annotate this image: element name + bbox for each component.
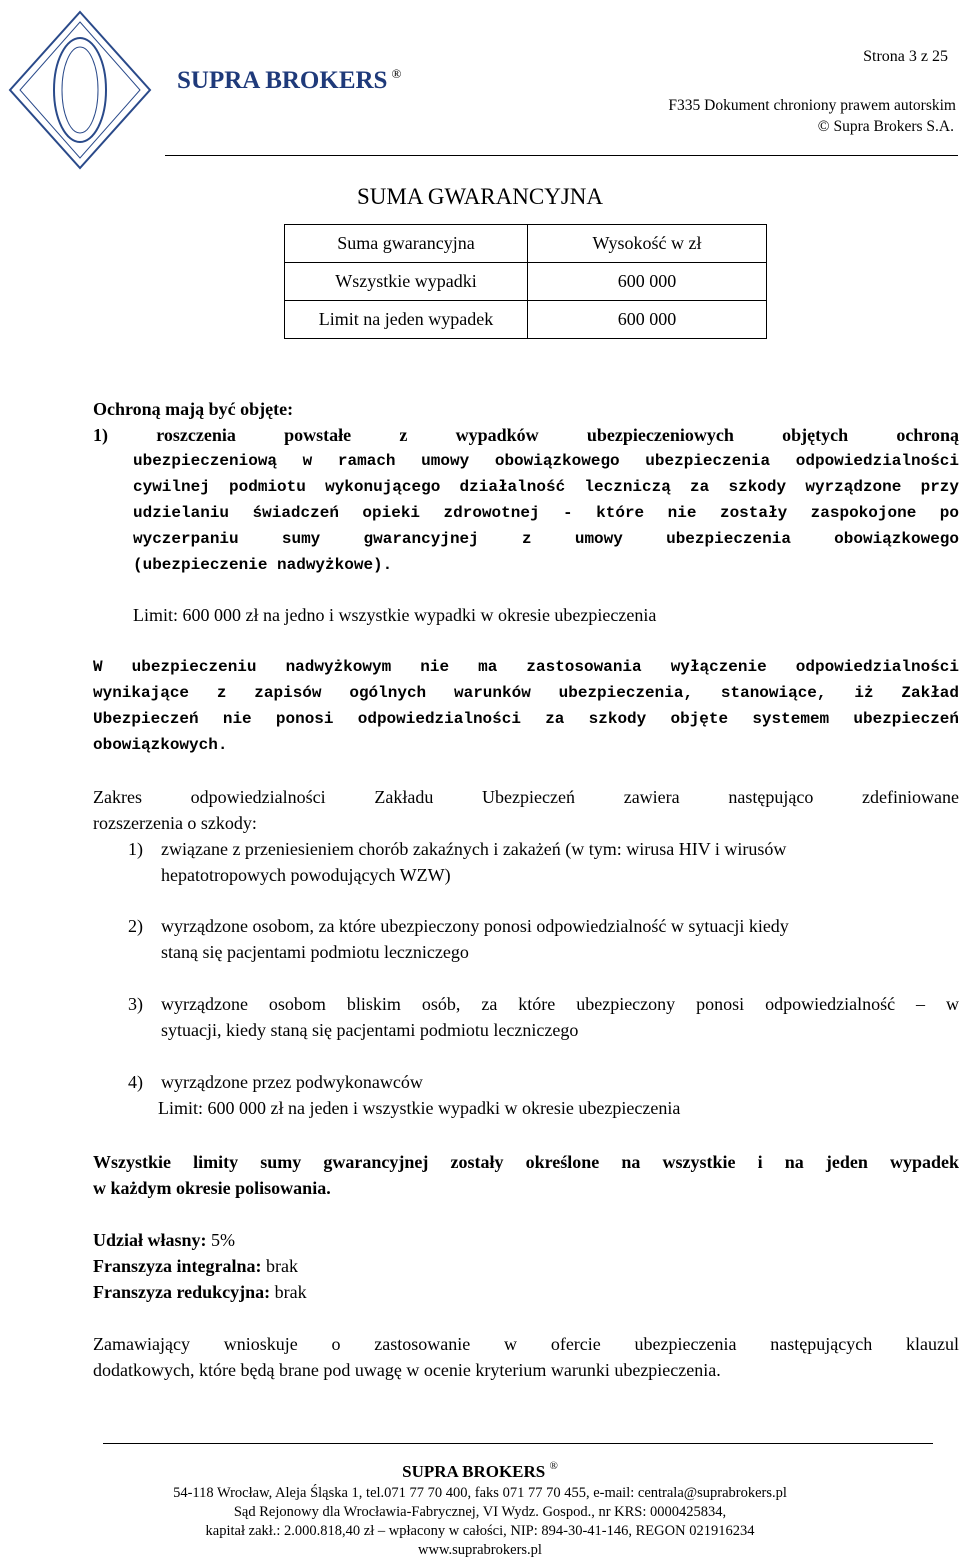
coverage-heading: Ochroną mają być objęte: xyxy=(93,399,294,419)
table-cell: Wszystkie wypadki xyxy=(285,263,528,301)
closing-paragraph-line: dodatkowych, które będą brane pod uwagę w ocenie kryterium warunki ubezpieczenia. xyxy=(93,1360,721,1380)
table-row xyxy=(285,263,767,301)
coverage-item-line: ubezpieczeniową w ramach umowy obowiązkowego ubezpieczenia odpowiedzialności xyxy=(133,452,959,470)
table-cell: 600 000 xyxy=(528,263,767,301)
coverage-item-line: udzielaniu świadczeń opieki zdrowotnej - które nie zostały zaspokojone po xyxy=(133,504,959,522)
scope-item-line: wyrządzone przez podwykonawców xyxy=(161,1072,423,1092)
table-row xyxy=(285,301,767,339)
scope-item-line: wyrządzone osobom bliskim osób, za które ubezpieczony ponosi odpowiedzialność – w xyxy=(161,994,959,1014)
scope-item-line: wyrządzone osobom, za które ubezpieczony ponosi odpowiedzialność w sytuacji kiedy xyxy=(161,916,789,936)
sum-insured-table xyxy=(284,224,767,339)
excess-paragraph-line: W ubezpieczeniu nadwyżkowym nie ma zastosowania wyłączenie odpowiedzialności xyxy=(93,658,959,676)
copyright-notice: F335 Dokument chroniony prawem autorskim xyxy=(668,97,956,114)
supra-brokers-logo xyxy=(0,0,200,180)
all-limits-line: w każdym okresie polisowania. xyxy=(93,1178,331,1198)
section-title: SUMA GWARANCYJNA xyxy=(356,184,603,209)
coverage-item-line: wyczerpaniu sumy gwarancyjnej z umowy ubezpieczenia obowiązkowego xyxy=(133,530,959,548)
scope-item-number: 2) xyxy=(128,916,143,936)
scope-item-line: Limit: 600 000 zł na jeden i wszystkie wypadki w okresie ubezpieczenia xyxy=(158,1098,681,1118)
table-header-cell: Wysokość w zł xyxy=(528,225,767,263)
footer-brand: SUPRA BROKERS ® xyxy=(402,1460,558,1481)
excess-paragraph-line: wynikające z zapisów ogólnych warunków ubezpieczenia, stanowiące, iż Zakład xyxy=(93,684,959,702)
footer-address: 54-118 Wrocław, Aleja Śląska 1, tel.071 77 70 400, faks 071 77 70 455, e-mail: centrala@suprabrokers.pl xyxy=(173,1485,787,1501)
table-header-row xyxy=(285,225,767,263)
scope-item-line: sytuacji, kiedy staną się pacjentami podmiotu leczniczego xyxy=(161,1020,579,1040)
scope-item-number: 3) xyxy=(128,994,143,1014)
header-divider xyxy=(165,155,958,156)
coverage-item-line: cywilnej podmiotu wykonującego działalność leczniczą za szkody wyrządzone przy xyxy=(133,478,959,496)
footer-court: Sąd Rejonowy dla Wrocławia-Fabrycznej, VI Wydz. Gospod., nr KRS: 0000425834, xyxy=(233,1504,727,1520)
footer-divider xyxy=(103,1443,933,1444)
footer-website[interactable]: www.suprabrokers.pl xyxy=(418,1542,542,1558)
scope-intro: Zakres odpowiedzialności Zakładu Ubezpieczeń zawiera następująco zdefiniowane xyxy=(93,787,959,807)
scope-intro: rozszerzenia o szkody: xyxy=(93,813,257,833)
deductible-reduction: Franszyza redukcyjna: brak xyxy=(93,1282,307,1302)
all-limits-line: Wszystkie limity sumy gwarancyjnej zostały określone na wszystkie i na jeden wypadek xyxy=(93,1152,959,1172)
deductible-integral: Franszyza integralna: brak xyxy=(93,1256,298,1276)
page-number: Strona 3 z 25 xyxy=(863,48,948,65)
scope-item-line: związane z przeniesieniem chorób zakaźnych i zakażeń (w tym: wirusa HIV i wirusów xyxy=(161,839,787,859)
table-cell: Limit na jeden wypadek xyxy=(285,301,528,339)
deductible-own-share: Udział własny: 5% xyxy=(93,1230,236,1250)
scope-item-number: 4) xyxy=(128,1072,143,1092)
excess-paragraph-line: Ubezpieczeń nie ponosi odpowiedzialności za szkody objęte systemem ubezpieczeń xyxy=(93,710,959,728)
excess-paragraph-line: obowiązkowych. xyxy=(93,736,228,754)
copyright-owner: © Supra Brokers S.A. xyxy=(817,118,954,135)
table-cell: 600 000 xyxy=(528,301,767,339)
footer-capital: kapitał zakł.: 2.000.818,40 zł – wpłacony w całości, NIP: 894-30-41-146, REGON 021916234 xyxy=(205,1523,755,1539)
scope-item-number: 1) xyxy=(128,839,143,859)
closing-paragraph-line: Zamawiający wnioskuje o zastosowanie w ofercie ubezpieczenia następujących klauzul xyxy=(93,1334,959,1354)
table-header-cell: Suma gwarancyjna xyxy=(285,225,528,263)
coverage-limit: Limit: 600 000 zł na jedno i wszystkie wypadki w okresie ubezpieczenia xyxy=(133,605,657,625)
scope-item-line: staną się pacjentami podmiotu leczniczego xyxy=(161,942,469,962)
scope-item-line: hepatotropowych powodujących WZW) xyxy=(161,865,451,885)
coverage-item-line: (ubezpieczenie nadwyżkowe). xyxy=(133,556,393,574)
coverage-item-line: 1) roszczenia powstałe z wypadków ubezpieczeniowych objętych ochroną xyxy=(93,425,959,445)
header-brand: SUPRA BROKERS ® xyxy=(177,66,402,94)
